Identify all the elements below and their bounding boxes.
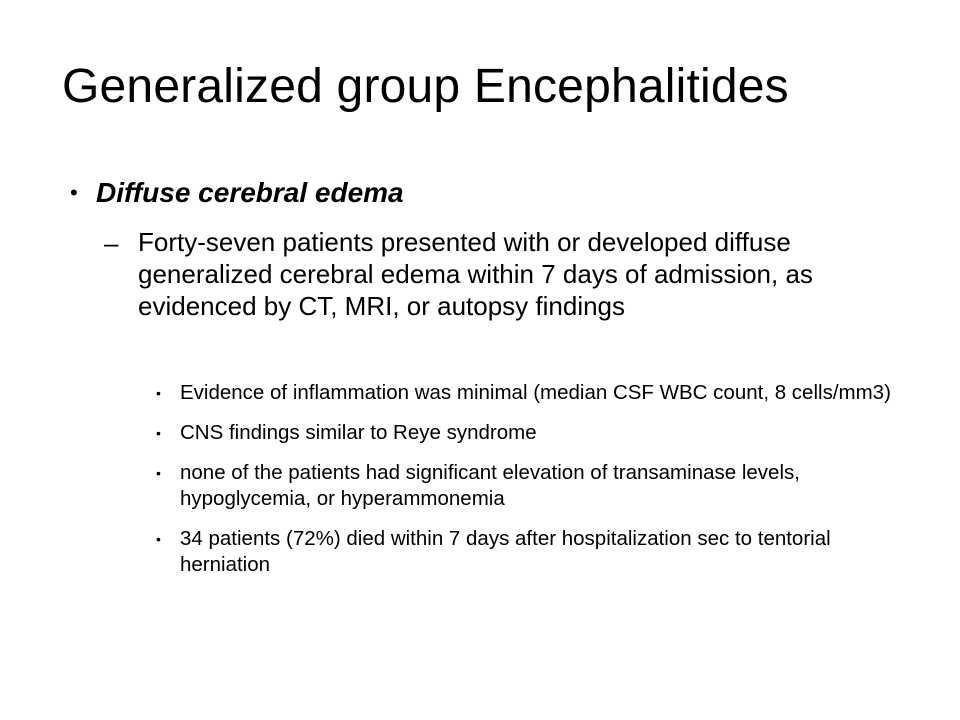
bullet-icon: • xyxy=(156,425,161,441)
list-item-text: none of the patients had significant elevation of transaminase levels, hypoglycemia, or hyperammonemia xyxy=(180,461,800,510)
slide-title: Generalized group Encephalitides xyxy=(62,60,789,113)
list-item-text: 34 patients (72%) died within 7 days after hospitalization sec to tentorial herniation xyxy=(180,527,831,576)
bullet-icon: • xyxy=(70,180,78,205)
bullet-icon: • xyxy=(156,385,161,401)
heading-diffuse-cerebral-edema: Diffuse cerebral edema xyxy=(96,177,404,208)
dash-icon: – xyxy=(104,228,119,258)
detail-list xyxy=(0,380,960,592)
list-item xyxy=(0,526,960,578)
bullet-icon: • xyxy=(156,465,161,481)
list-item xyxy=(0,420,960,446)
sub-point-text: Forty-seven patients presented with or developed diffuse generalized cerebral edema within 7 days of admission, as evidenced by CT, MRI, or autopsy findings xyxy=(138,227,813,321)
list-item xyxy=(0,380,960,406)
list-item-text: Evidence of inflammation was minimal (median CSF WBC count, 8 cells/mm3) xyxy=(180,381,891,404)
list-item xyxy=(0,460,960,512)
bullet-icon: • xyxy=(156,531,161,547)
list-item-text: CNS findings similar to Reye syndrome xyxy=(180,421,537,444)
